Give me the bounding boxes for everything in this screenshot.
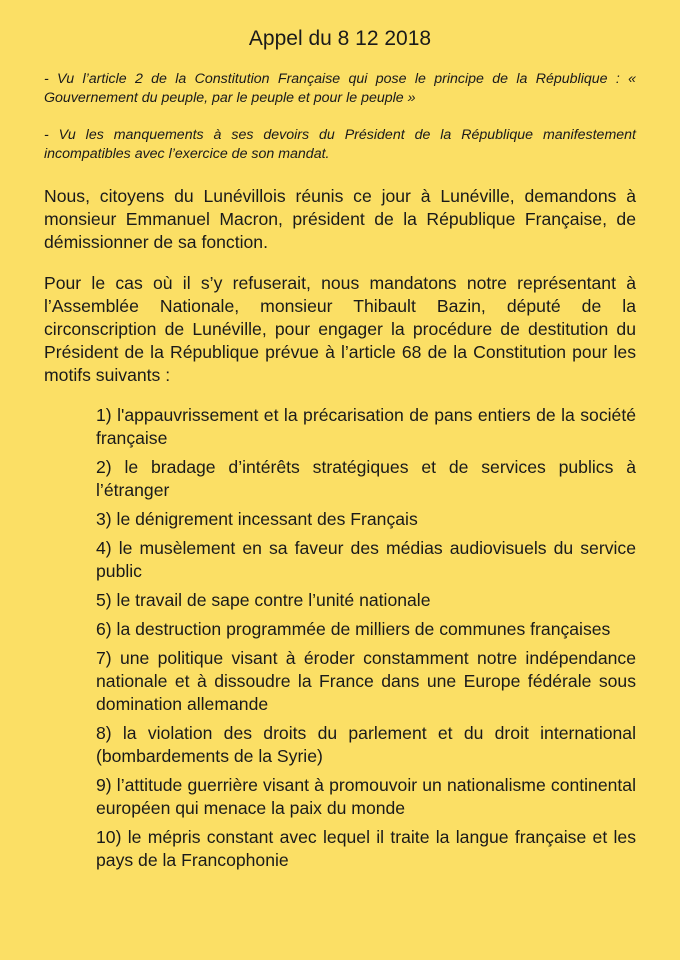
list-item: 2) le bradage d’intérêts stratégiques et de services publics à l’étranger — [96, 457, 636, 500]
list-item: 9) l’attitude guerrière visant à promouvoir un nationalisme continental européen qui menace la paix du monde — [96, 775, 636, 818]
list-item: 8) la violation des droits du parlement et du droit international (bombardements de la Syrie) — [96, 723, 636, 766]
list-item: 4) le musèlement en sa faveur des médias audiovisuels du service public — [96, 538, 636, 581]
document-title: Appel du 8 12 2018 — [248, 27, 432, 50]
paragraph-mandat-destitution: Pour le cas où il s’y refuserait, nous mandatons notre représentant à l’Assemblée Nationale, monsieur Thibault Bazin, député de la circonscription de Lunéville, pour engager la procédure de destitution du Président de la République prévue à l’article 68 de la Constitution pour les motifs suivants : — [44, 273, 636, 385]
list-item: 6) la destruction programmée de milliers de communes françaises — [96, 619, 611, 639]
list-item: 3) le dénigrement incessant des Français — [96, 509, 418, 529]
paragraph-demande-demission: Nous, citoyens du Lunévillois réunis ce jour à Lunéville, demandons à monsieur Emmanuel Macron, président de la République Française, de démissionner de sa fonction. — [44, 186, 636, 252]
list-item: 10) le mépris constant avec lequel il traite la langue française et les pays de la Francophonie — [96, 827, 636, 870]
list-item: 7) une politique visant à éroder constamment notre indépendance nationale et à dissoudre la France dans une Europe fédérale sous domination allemande — [96, 648, 636, 714]
preamble-note-manquements: - Vu les manquements à ses devoirs du Président de la République manifestement incompatibles avec l’exercice de son mandat. — [44, 127, 636, 162]
list-item: 1) l'appauvrissement et la précarisation de pans entiers de la société française — [96, 405, 636, 448]
motifs-list — [44, 404, 636, 872]
list-item: 5) le travail de sape contre l’unité nationale — [96, 590, 431, 610]
preamble-note-article-2: - Vu l’article 2 de la Constitution Française qui pose le principe de la République : « Gouvernement du peuple, par le peuple et pour le peuple » — [44, 71, 636, 106]
